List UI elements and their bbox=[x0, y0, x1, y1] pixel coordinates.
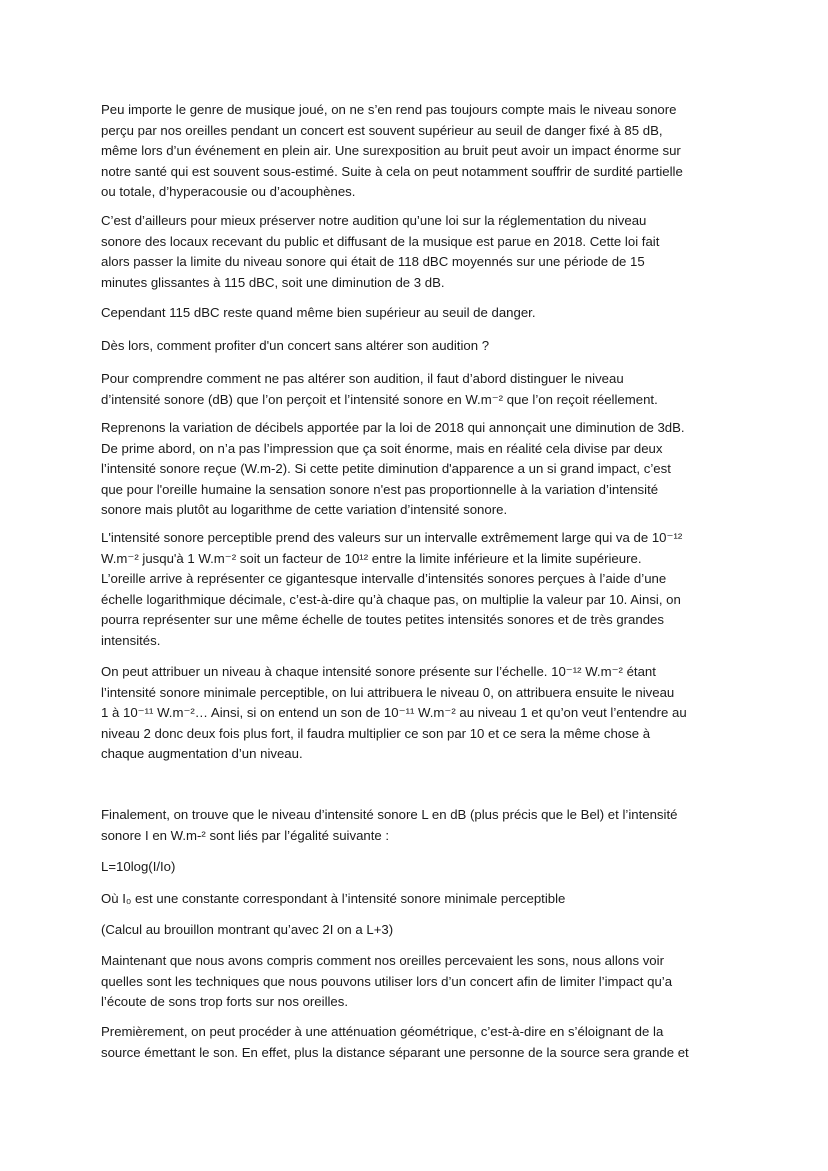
paragraph-intro: Peu importe le genre de musique joué, on ne s’en rend pas toujours compte mais le niveau sonore perçu par nos oreilles pendant un concert est souvent supérieur au seuil de danger fixé à 85 dB, même lors d’un événement en plein air. Une surexposition au bruit peut avoir un impact énorme sur notre santé qui est souvent sous-estimé. Suite à cela on peut notamment souffrir de surdité partielle ou totale, d’hyperacousie ou d’acouphènes. bbox=[101, 102, 683, 199]
formula: L=10log(I/Io) bbox=[101, 859, 176, 874]
paragraph-danger-threshold: Cependant 115 dBC reste quand même bien supérieur au seuil de danger. bbox=[101, 305, 536, 320]
paragraph-techniques: Maintenant que nous avons compris comment nos oreilles percevaient les sons, nous allons voir quelles sont les techniques que nous pouvons utiliser lors d’un concert afin de limiter l’impact qu’a l’écoute de sons trop forts sur nos oreilles. bbox=[101, 953, 673, 1009]
paragraph-distinguish: Pour comprendre comment ne pas altérer son audition, il faut d’abord distinguer le niveau d’intensité sonore (dB) que l’on perçoit et l’intensité sonore en W.m⁻² que l’on reçoit réellement. bbox=[101, 371, 658, 407]
paragraph-levels: On peut attribuer un niveau à chaque intensité sonore présente sur l’échelle. 10⁻¹² W.m⁻² étant l’intensité sonore minimale perceptible, on lui attribuera le niveau 0, on attribuera ensuite le niveau 1 à 10⁻¹¹ W.m⁻²… Ainsi, si on entend un son de 10⁻¹¹ W.m⁻² au niveau 1 et qu’on veut l’entendre au niveau 2 donc deux fois plus fort, il faudra multiplier ce son par 10 et ce sera la même chose à chaque augmentation d’un niveau. bbox=[101, 664, 687, 761]
paragraph-attenuation: Premièrement, on peut procéder à une atténuation géométrique, c’est-à-dire en s’éloignant de la source émettant le son. En effet, plus la distance séparant une personne de la source sera grande et bbox=[101, 1024, 689, 1060]
paragraph-question: Dès lors, comment profiter d'un concert sans altérer son audition ? bbox=[101, 338, 490, 353]
paragraph-decibel-variation: Reprenons la variation de décibels apportée par la loi de 2018 qui annonçait une diminution de 3dB. De prime abord, on n’a pas l’impression que ça soit énorme, mais en réalité cela divise par deux l’intensité sonore reçue (W.m-2). Si cette petite diminution d'apparence a un si grand impact, c’est que pour l'oreille humaine la sensation sonore n'est pas proportionnelle à la variation d’intensité sonore mais plutôt au logarithme de cette variation d’intensité sonore. bbox=[101, 420, 685, 517]
paragraph-finally: Finalement, on trouve que le niveau d’intensité sonore L en dB (plus précis que le Bel) et l’intensité sonore I en W.m-² sont liés par l’égalité suivante : bbox=[101, 807, 678, 843]
paragraph-law-2018: C’est d’ailleurs pour mieux préserver notre audition qu’une loi sur la réglementation du niveau sonore des locaux recevant du public et diffusant de la musique est parue en 2018. Cette loi fait alors passer la limite du niveau sonore qui était de 118 dBC moyennés sur une période de 15 minutes glissantes à 115 dBC, soit une diminution de 3 dB. bbox=[101, 213, 660, 290]
paragraph-intensity-range: L'intensité sonore perceptible prend des valeurs sur un intervalle extrêmement large qui va de 10⁻¹² W.m⁻² jusqu'à 1 W.m⁻² soit un facteur de 10¹² entre la limite inférieure et la limite supérieure. L’oreille arrive à représenter ce gigantesque intervalle d’intensités sonores perçues à l’aide d’une échelle logarithmique décimale, c’est-à-dire qu’à chaque pas, on multiplie la valeur par 10. Ainsi, on pourra représenter sur une même échelle de toutes petites intensités sonores et de très grandes intensités. bbox=[101, 530, 683, 648]
paragraph-constant: Où I₀ est une constante correspondant à l’intensité sonore minimale perceptible bbox=[101, 891, 566, 906]
paragraph-calculation-note: (Calcul au brouillon montrant qu’avec 2I on a L+3) bbox=[101, 922, 394, 937]
